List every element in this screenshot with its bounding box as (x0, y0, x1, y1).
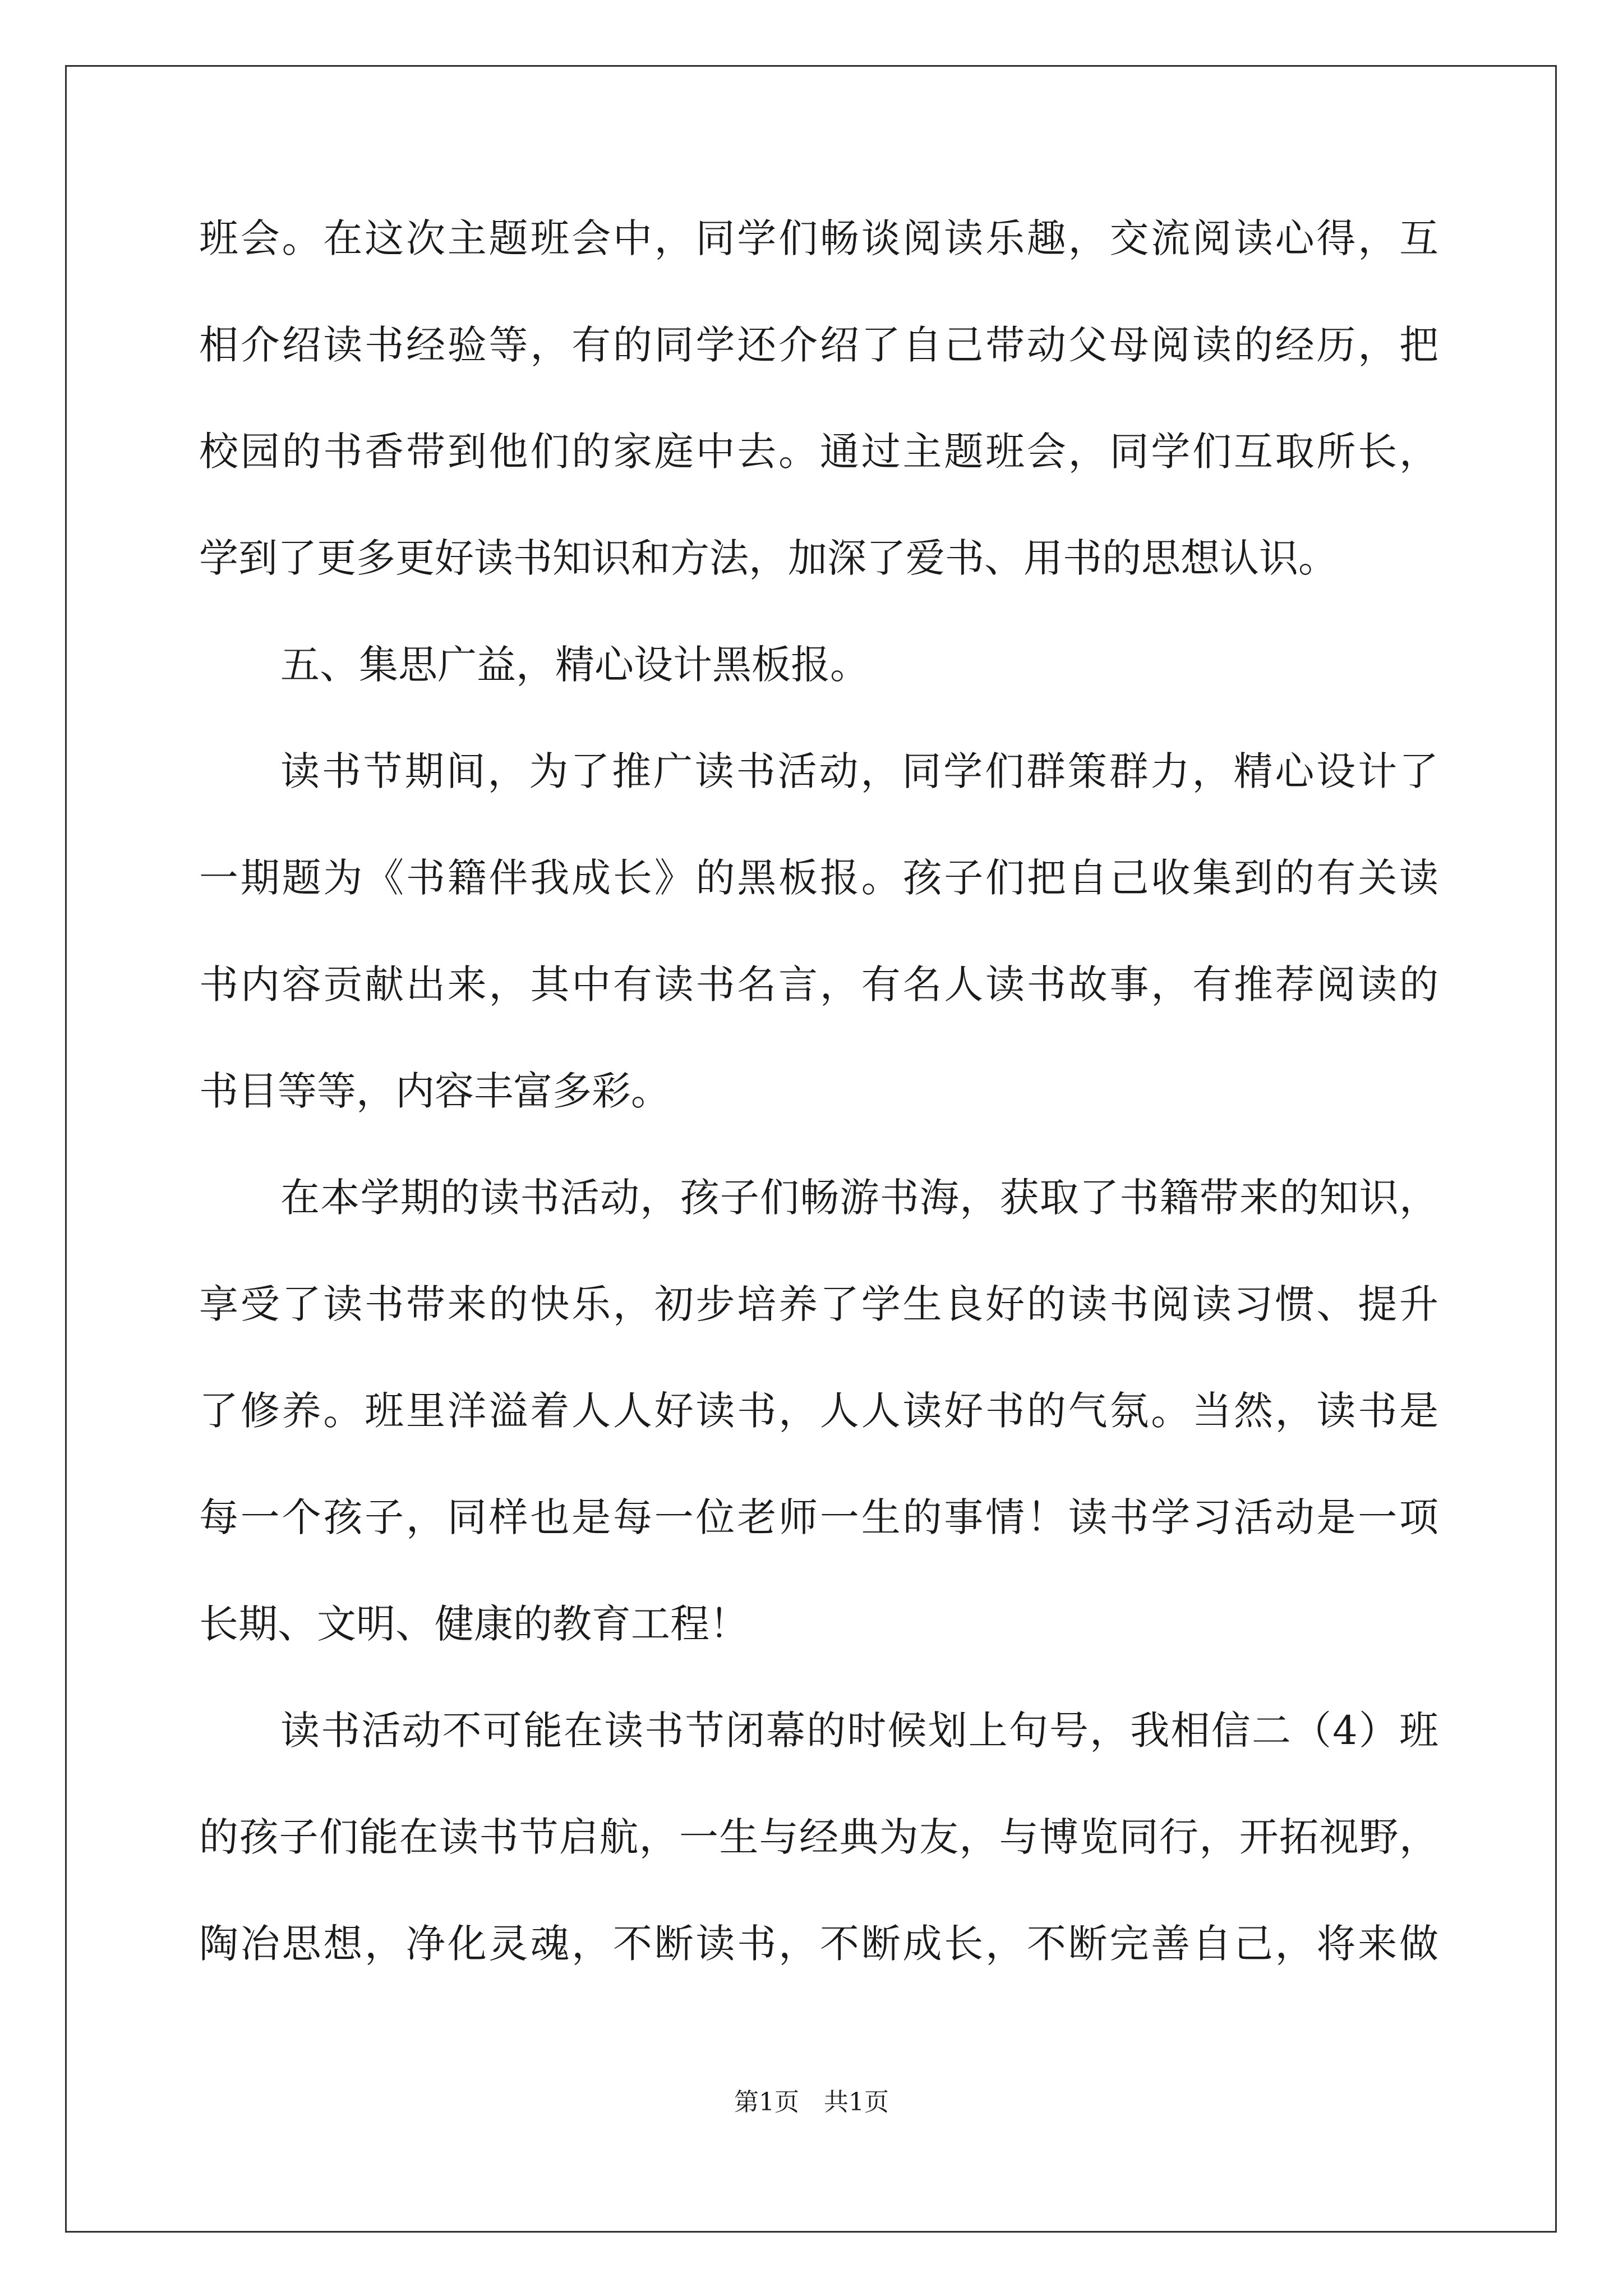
paragraph-line: 陶冶思想，净化灵魂，不断读书，不断成长，不断完善自己，将来做 (199, 1921, 1438, 1967)
paragraph-line: 享受了读书带来的快乐，初步培养了学生良好的读书阅读习惯、提升 (199, 1281, 1438, 1327)
paragraph-line: 在本学期的读书活动，孩子们畅游书海，获取了书籍带来的知识， (280, 1175, 1438, 1221)
paragraph-line: 的孩子们能在读书节启航，一生与经典为友，与博览同行，开拓视野， (199, 1814, 1438, 1860)
paragraph-line: 学到了更多更好读书知识和方法，加深了爱书、用书的思想认识。 (199, 535, 1338, 581)
page-number: 第1页 (734, 2088, 799, 2116)
paragraph-line: 书内容贡献出来，其中有读书名言，有名人读书故事，有推荐阅读的 (199, 961, 1438, 1007)
page-total: 共1页 (824, 2088, 889, 2116)
page-footer (0, 2086, 1623, 2119)
paragraph-line: 一期题为《书籍伴我成长》的黑板报。孩子们把自己收集到的有关读 (199, 855, 1438, 901)
paragraph-line: 读书活动不可能在读书节闭幕的时候划上句号，我相信二（4）班 (280, 1708, 1438, 1754)
paragraph-line: 校园的书香带到他们的家庭中去。通过主题班会，同学们互取所长， (199, 429, 1438, 475)
paragraph-line: 书目等等，内容丰富多彩。 (199, 1068, 670, 1114)
paragraph-line: 班会。在这次主题班会中，同学们畅谈阅读乐趣，交流阅读心得，互 (199, 215, 1438, 261)
section-heading: 五、集思广益，精心设计黑板报。 (280, 642, 869, 688)
paragraph-line: 相介绍读书经验等，有的同学还介绍了自己带动父母阅读的经历，把 (199, 322, 1438, 368)
paragraph-line: 长期、文明、健康的教育工程！ (199, 1601, 749, 1647)
page-border (65, 65, 1557, 2233)
paragraph-line: 了修养。班里洋溢着人人好读书，人人读好书的气氛。当然，读书是 (199, 1388, 1438, 1434)
paragraph-line: 每一个孩子，同样也是每一位老师一生的事情！读书学习活动是一项 (199, 1494, 1438, 1540)
paragraph-line: 读书节期间，为了推广读书活动，同学们群策群力，精心设计了 (280, 748, 1438, 794)
